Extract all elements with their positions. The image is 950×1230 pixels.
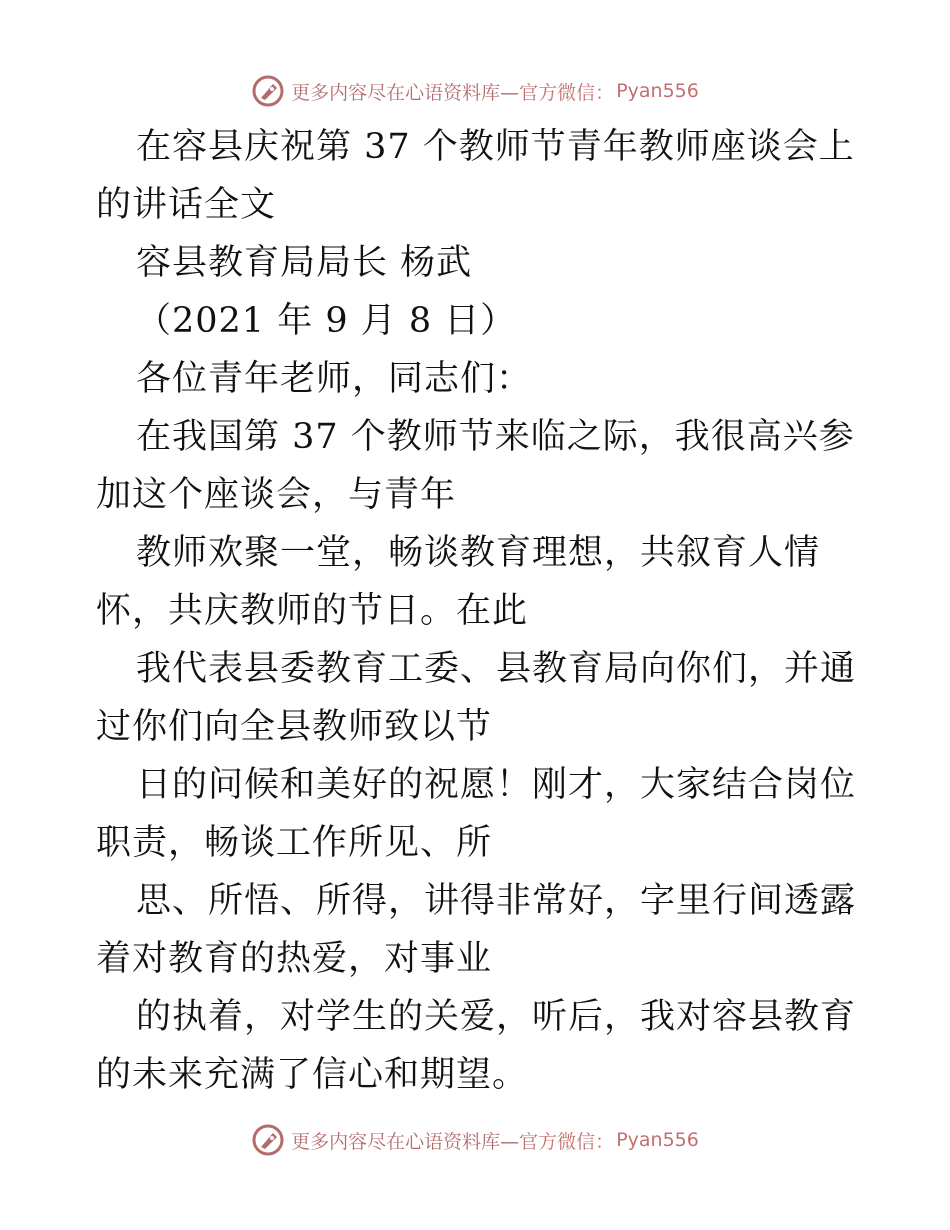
pen-nib-logo-icon	[251, 1123, 285, 1157]
watermark-wechat-label: 官方微信：	[519, 81, 615, 104]
pen-nib-logo-icon	[251, 74, 285, 108]
document-paragraph: 教师欢聚一堂，畅谈教育理想，共叙育人情怀，共庆教师的节日。在此	[96, 533, 821, 631]
watermark-wechat-id: Pyan556	[616, 1129, 699, 1151]
watermark-banner-bottom	[0, 1120, 950, 1160]
document-title: 在容县庆祝第 37 个教师节青年教师座谈会上的讲话全文	[96, 127, 855, 225]
document-paragraph: 我代表县委教育工委、县教育局向你们，并通过你们向全县教师致以节	[96, 649, 857, 747]
document-paragraph: 思、所悟、所得，讲得非常好，字里行间透露着对教育的热爱，对事业	[96, 881, 857, 979]
document-salutation: 各位青年老师，同志们：	[136, 359, 533, 399]
document-paragraph: 日的问候和美好的祝愿！刚才，大家结合岗位职责，畅谈工作所见、所	[96, 765, 857, 863]
watermark-wechat-label: 官方微信：	[519, 1130, 615, 1153]
document-paragraph: 在我国第 37 个教师节来临之际，我很高兴参加这个座谈会，与青年	[96, 417, 855, 515]
watermark-prefix: 更多内容尽在心语资料库—	[291, 1130, 520, 1153]
watermark-wechat-id: Pyan556	[616, 80, 699, 102]
document-author: 容县教育局局长 杨武	[136, 243, 473, 283]
document-date: （2021 年 9 月 8 日）	[136, 301, 517, 341]
watermark-banner-top	[0, 71, 950, 111]
watermark-prefix: 更多内容尽在心语资料库—	[291, 81, 520, 104]
document-body	[96, 118, 856, 1104]
document-paragraph: 的执着，对学生的关爱，听后，我对容县教育的未来充满了信心和期望。	[96, 997, 857, 1095]
